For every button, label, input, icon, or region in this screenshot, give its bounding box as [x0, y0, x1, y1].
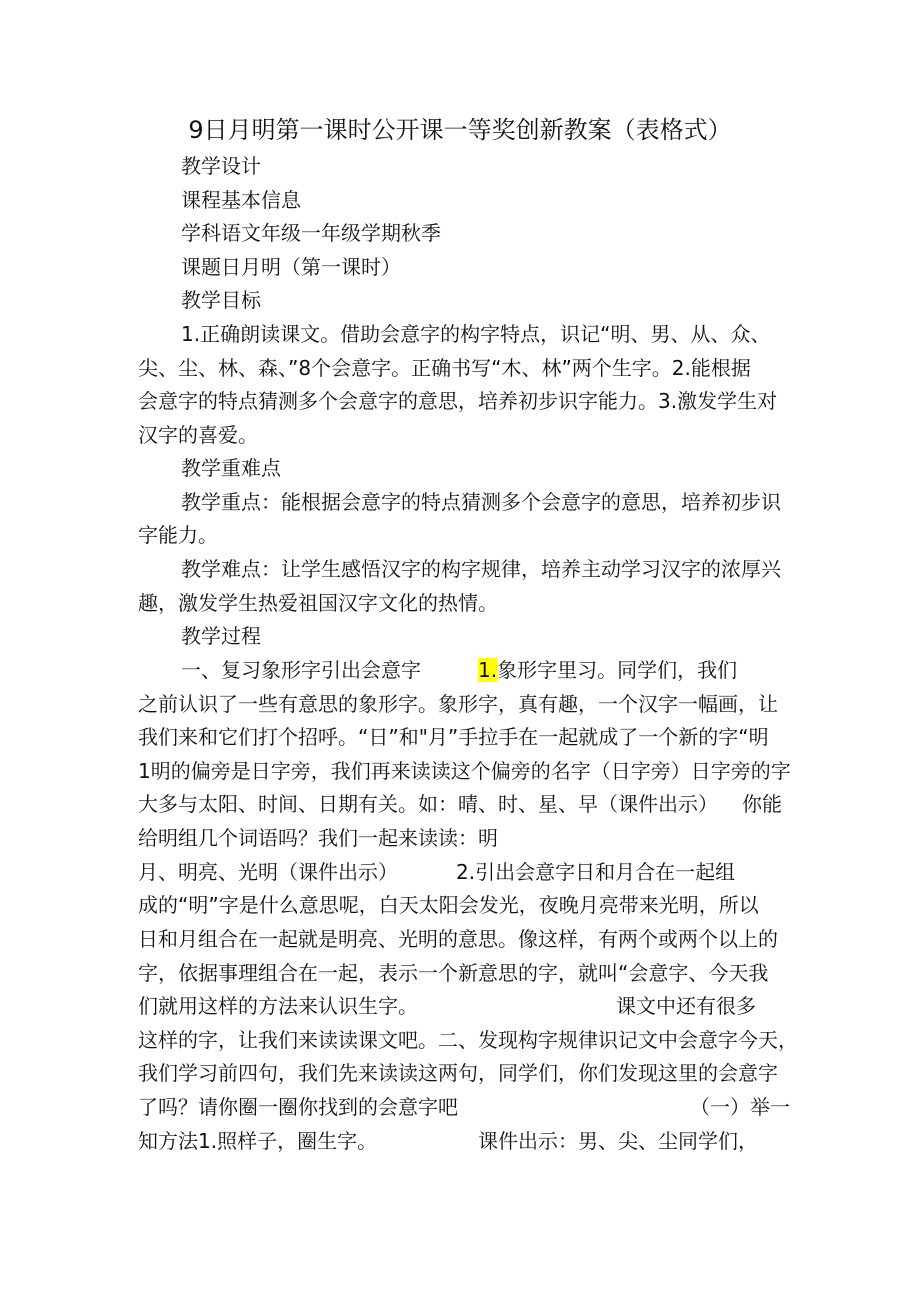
paragraph-line: 之前认识了一些有意思的象形字。象形字，真有趣，一个汉字一幅画，让: [138, 692, 778, 716]
paragraph-line: 学科语文年级一年级学期秋季: [181, 221, 441, 245]
document-title: 9日月明第一课时公开课一等奖创新教案（表格式）: [188, 116, 732, 144]
paragraph-line: 字能力。: [138, 523, 218, 547]
paragraph-line: 了吗？请你圈一圈你找到的会意字吧: [138, 1095, 458, 1119]
paragraph-line: 成的“明”字是什么意思呢，白天太阳会发光，夜晚月亮带来光明，所以: [138, 893, 759, 917]
paragraph-line: 这样的字，让我们来读读课文吧。二、发现构字规律识记文中会意字今天，: [138, 1028, 798, 1052]
paragraph-line: 我们来和它们打个招呼。“日”和"月”手拉手在一起就成了一个新的字“明: [138, 725, 769, 749]
paragraph-line: 会意字的特点猜测多个会意字的意思，培养初步识字能力。3.激发学生对: [138, 389, 778, 413]
paragraph-line: 2.引出会意字日和月合在一起组: [456, 860, 736, 884]
paragraph-line: 课题日月明（第一课时）: [181, 255, 401, 279]
highlighted-text: 1.: [478, 658, 498, 682]
paragraph-line: 日和月组合在一起就是明亮、光明的意思。像这样，有两个或两个以上的: [138, 927, 778, 951]
paragraph-line: 知方法1.照样子，圈生字。: [138, 1129, 378, 1153]
paragraph-line: 课程基本信息: [181, 188, 301, 212]
paragraph-line: 你能: [742, 792, 782, 816]
paragraph-line: [478, 655, 737, 685]
paragraph-line: 们就用这样的方法来认识生字。: [138, 994, 418, 1018]
paragraph-line: 教学重难点: [181, 456, 281, 480]
paragraph-line: 教学设计: [181, 154, 261, 178]
paragraph-line: 我们学习前四句，我们先来读读这两句，同学们，你们发现这里的会意字: [138, 1061, 778, 1085]
paragraph-line: 1.正确朗读课文。借助会意字的构字特点，识记“明、男、从、众、: [181, 322, 771, 346]
paragraph-line: 1明的偏旁是日字旁，我们再来读读这个偏旁的名字（日字旁）日字旁的字: [138, 759, 791, 783]
line-text: 象形字里习。同学们，我们: [497, 658, 738, 682]
paragraph-line: 教学目标: [181, 288, 261, 312]
paragraph-line: 课件出示：男、尖、尘同学们，: [478, 1129, 758, 1153]
paragraph-line: 大多与太阳、时间、日期有关。如：晴、时、星、早（课件出示）: [138, 792, 718, 816]
paragraph-line: 字，依据事理组合在一起，表示一个新意思的字，就叫“会意字、今天我: [138, 961, 769, 985]
paragraph-line: 汉字的喜爱。: [138, 423, 258, 447]
paragraph-line: 教学过程: [181, 624, 261, 648]
paragraph-line: 教学难点：让学生感悟汉字的构字规律，培养主动学习汉字的浓厚兴: [181, 557, 781, 581]
paragraph-line: 尖、尘、林、森、”8个会意字。正确书写“木、林”两个生字。2.能根据: [138, 356, 751, 380]
paragraph-line: 趣，激发学生热爱祖国汉字文化的热情。: [138, 591, 498, 615]
paragraph-line: 给明组几个词语吗？我们一起来读读：明: [138, 826, 498, 850]
paragraph-line: 课文中还有很多: [616, 994, 756, 1018]
paragraph-line: （一）举一: [690, 1095, 790, 1119]
paragraph-line: 一、复习象形字引出会意字: [181, 658, 421, 682]
paragraph-line: 教学重点：能根据会意字的特点猜测多个会意字的意思，培养初步识: [181, 490, 781, 514]
paragraph-line: 月、明亮、光明（课件出示）: [138, 860, 398, 884]
